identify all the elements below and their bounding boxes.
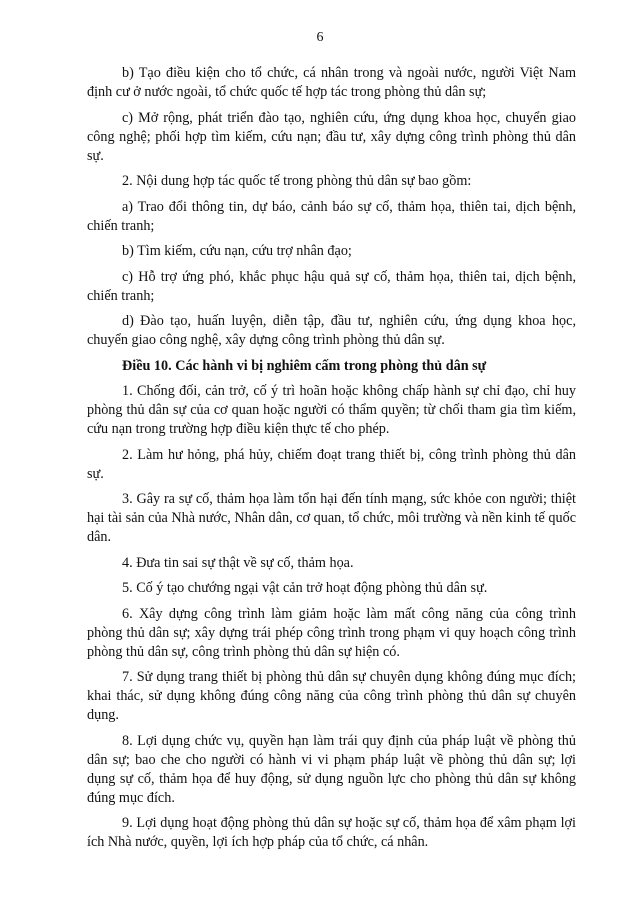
prohibited-item: 1. Chống đối, cản trở, cố ý trì hoãn hoặc không chấp hành sự chỉ đạo, chỉ huy phòng thủ dân sự của cơ quan hoặc người có thẩm quyền; từ chối tham gia tìm kiếm, cứu nạn trong trường hợp điều kiện thực tế cho phép. [87,383,576,437]
prohibited-item: 3. Gây ra sự cố, thảm họa làm tổn hại đến tính mạng, sức khỏe con người; thiệt hại tài sản của Nhà nước, Nhân dân, cơ quan, tổ chức, môi trường và nền kinh tế quốc dân. [87,491,576,545]
document-body [87,64,576,859]
prohibited-item: 2. Làm hư hỏng, phá hủy, chiếm đoạt trang thiết bị, công trình phòng thủ dân sự. [87,446,576,482]
paragraph: c) Hỗ trợ ứng phó, khắc phục hậu quả sự cố, thảm họa, thiên tai, dịch bệnh, chiến tranh; [87,268,576,304]
prohibited-item: 6. Xây dựng công trình làm giảm hoặc làm mất công năng của công trình phòng thủ dân sự; xây dựng trái phép công trình trong phạm vi quy hoạch công trình phòng thủ dân sự, công trình phòng thủ dân sự hiện có. [87,605,576,660]
paragraph: b) Tìm kiếm, cứu nạn, cứu trợ nhân đạo; [122,243,352,259]
prohibited-item: 5. Cố ý tạo chướng ngại vật cản trở hoạt động phòng thủ dân sự. [122,580,488,596]
prohibited-item: 7. Sử dụng trang thiết bị phòng thủ dân sự chuyên dụng không đúng mục đích; khai thác, sử dụng không đúng công năng của công trình phòng thủ dân sự chuyên dụng. [87,669,576,723]
prohibited-item: 4. Đưa tin sai sự thật về sự cố, thảm họa. [122,554,354,571]
prohibited-item: 9. Lợi dụng hoạt động phòng thủ dân sự hoặc sự cố, thảm họa để xâm phạm lợi ích Nhà nước, quyền, lợi ích hợp pháp của tổ chức, cá nhân. [87,815,576,850]
paragraph: 2. Nội dung hợp tác quốc tế trong phòng thủ dân sự bao gồm: [122,173,472,189]
paragraph: c) Mở rộng, phát triển đào tạo, nghiên cứu, ứng dụng khoa học, chuyển giao công nghệ; phối hợp tìm kiếm, cứu nạn; đầu tư, xây dựng công trình phòng thủ dân sự. [87,109,576,164]
page-number: 6 [316,30,324,45]
article-heading: Điều 10. Các hành vi bị nghiêm cấm trong phòng thủ dân sự [122,357,487,374]
paragraph: b) Tạo điều kiện cho tổ chức, cá nhân trong và ngoài nước, người Việt Nam định cư ở nước ngoài, tổ chức quốc tế hợp tác trong phòng thủ dân sự; [87,65,576,100]
paragraph: d) Đào tạo, huấn luyện, diễn tập, đầu tư, nghiên cứu, ứng dụng khoa học, chuyển giao công nghệ, xây dựng công trình phòng thủ dân sự. [87,313,576,348]
paragraph: a) Trao đổi thông tin, dự báo, cảnh báo sự cố, thảm họa, thiên tai, dịch bệnh, chiến tranh; [87,198,576,234]
prohibited-item: 8. Lợi dụng chức vụ, quyền hạn làm trái quy định của pháp luật về phòng thủ dân sự; bao che cho người có hành vi vi phạm pháp luật về phòng thủ dân sự; lợi dụng sự cố, thảm họa để huy động, sử dụng nguồn lực cho phòng thủ dân sự không đúng mục đích. [87,732,576,806]
